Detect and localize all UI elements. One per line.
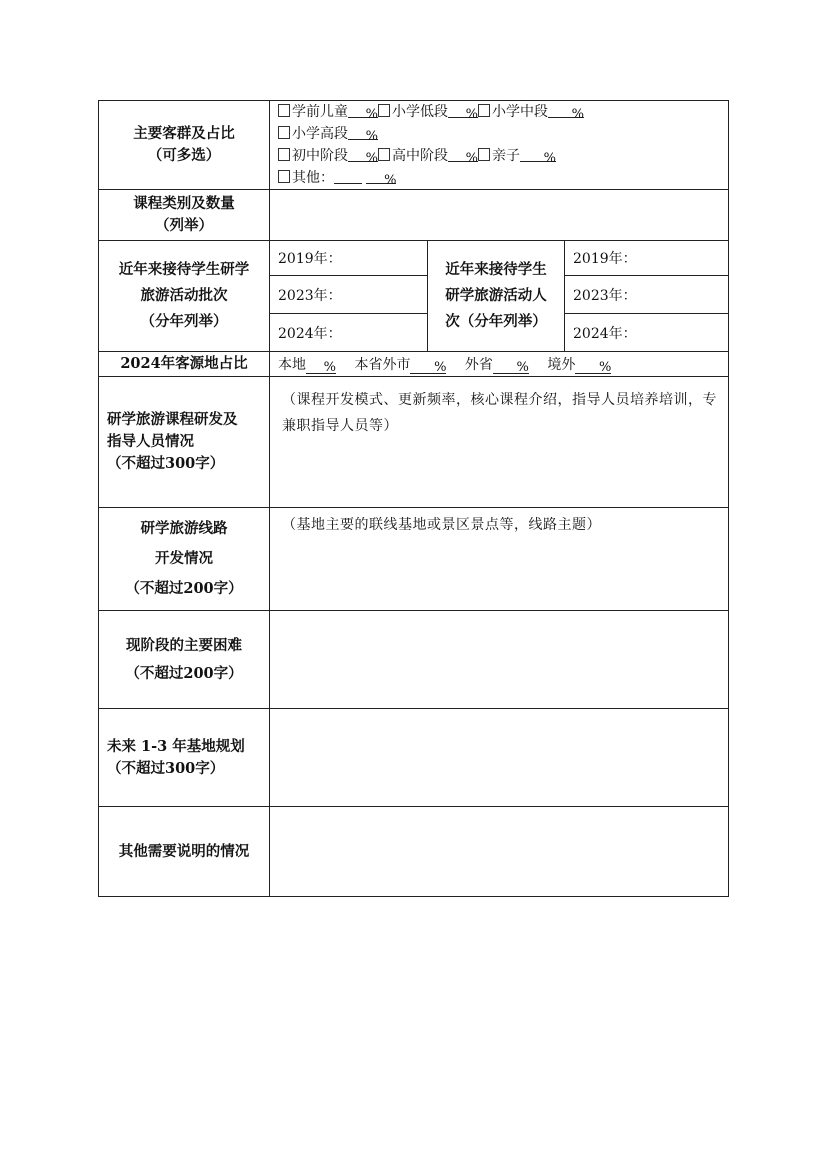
- customer-groups-sublabel: （可多选）: [147, 147, 221, 164]
- plan-input[interactable]: [270, 709, 729, 807]
- source-province: 本省外市 %: [354, 357, 447, 375]
- checkbox-other[interactable]: [278, 170, 290, 183]
- group-line-2: [278, 123, 728, 145]
- batches-2024-field[interactable]: 2024年：: [270, 314, 428, 352]
- dev-label-2: 指导人员情况: [107, 433, 194, 450]
- visitors-2019-field[interactable]: 2019年：: [565, 241, 729, 276]
- row-course-categories: [99, 190, 729, 241]
- group-line-3: [278, 145, 728, 167]
- visitors-2024-field[interactable]: 2024年：: [565, 314, 729, 352]
- route-input[interactable]: （基地主要的联线基地或景区景点等，线路主题）: [270, 508, 729, 611]
- pct-input-preschool[interactable]: %: [348, 103, 378, 118]
- row-customer-groups: [99, 101, 729, 190]
- difficulty-input[interactable]: [270, 611, 729, 709]
- checkbox-primary-low[interactable]: [378, 104, 390, 117]
- pct-input-province[interactable]: %: [410, 359, 446, 374]
- row-difficulties: [99, 611, 729, 709]
- customer-groups-options: [270, 101, 729, 190]
- batches-label-2: 旅游活动批次: [140, 287, 228, 304]
- pct-input-other[interactable]: %: [366, 169, 396, 184]
- source-local: 本地 %: [278, 357, 336, 375]
- difficulty-label: 现阶段的主要困难: [126, 636, 242, 654]
- other-name-input[interactable]: [334, 169, 362, 184]
- option-junior-high: 初中阶段: [292, 148, 348, 164]
- checkbox-senior-high[interactable]: [378, 148, 390, 161]
- customer-groups-label: 主要客群及占比: [133, 125, 235, 142]
- course-input[interactable]: [270, 190, 729, 241]
- checkbox-primary-mid[interactable]: [478, 104, 490, 117]
- course-sublabel: （列举）: [155, 217, 213, 234]
- checkbox-junior-high[interactable]: [278, 148, 290, 161]
- difficulty-sublabel: （不超过200字）: [125, 664, 243, 682]
- pct-input-parent-child[interactable]: %: [520, 147, 556, 162]
- option-other: 其他：: [292, 170, 334, 186]
- course-label-cell: [99, 190, 270, 241]
- checkbox-preschool[interactable]: [278, 104, 290, 117]
- plan-sublabel: （不超过300字）: [107, 759, 225, 777]
- pct-input-junior-high[interactable]: %: [348, 147, 378, 162]
- option-preschool: 学前儿童: [292, 104, 348, 120]
- batches-2023-field[interactable]: 2023年：: [270, 276, 428, 314]
- pct-input-abroad[interactable]: %: [575, 359, 611, 374]
- pct-input-primary-mid[interactable]: %: [548, 103, 584, 118]
- row-source-share: [99, 352, 729, 377]
- group-line-1: [278, 101, 728, 123]
- dev-label: 研学旅游课程研发及: [107, 411, 238, 428]
- option-primary-high: 小学高段: [292, 126, 348, 142]
- source-outside: 外省 %: [464, 357, 529, 375]
- plan-label: 未来 1-3 年基地规划: [107, 737, 245, 755]
- pct-input-local[interactable]: %: [306, 359, 336, 374]
- visitors-label: 近年来接待学生: [445, 261, 547, 278]
- dev-label-cell: [99, 377, 270, 508]
- source-share-fields: [270, 352, 729, 377]
- batches-label: 近年来接待学生研学: [118, 261, 250, 278]
- route-label-2: 开发情况: [155, 550, 213, 567]
- option-primary-mid: 小学中段: [492, 104, 548, 120]
- row-course-development: [99, 377, 729, 508]
- batches-sublabel: （分年列举）: [140, 313, 228, 330]
- row-future-plan: [99, 709, 729, 807]
- customer-groups-label-cell: [99, 101, 270, 190]
- source-abroad: 境外 %: [547, 357, 612, 375]
- batches-2019-field[interactable]: 2019年：: [270, 241, 428, 276]
- visitors-sublabel: 次（分年列举）: [445, 313, 547, 330]
- plan-label-cell: [99, 709, 270, 807]
- other-label: 其他需要说明的情况: [99, 807, 270, 897]
- batches-label-cell: [99, 241, 270, 352]
- route-sublabel: （不超过200字）: [125, 580, 243, 597]
- application-form-table: [98, 100, 729, 897]
- other-input[interactable]: [270, 807, 729, 897]
- visitors-label-cell: [428, 241, 565, 352]
- route-label-cell: [99, 508, 270, 611]
- pct-input-primary-high[interactable]: %: [348, 125, 378, 140]
- row-other: [99, 807, 729, 897]
- dev-input[interactable]: （课程开发模式、更新频率，核心课程介绍，指导人员培养培训，专兼职指导人员等）: [270, 377, 729, 508]
- dev-sublabel: （不超过300字）: [107, 455, 225, 472]
- checkbox-parent-child[interactable]: [478, 148, 490, 161]
- visitors-2023-field[interactable]: 2023年：: [565, 276, 729, 314]
- row-route-development: [99, 508, 729, 611]
- course-label: 课程类别及数量: [133, 195, 235, 212]
- source-label: 2024年客源地占比: [99, 352, 270, 377]
- row-year-2019: [99, 241, 729, 276]
- group-line-4: [278, 167, 728, 189]
- pct-input-senior-high[interactable]: %: [448, 147, 478, 162]
- visitors-label-2: 研学旅游活动人: [445, 287, 547, 304]
- option-senior-high: 高中阶段: [392, 148, 448, 164]
- option-parent-child: 亲子: [492, 148, 520, 164]
- checkbox-primary-high[interactable]: [278, 126, 290, 139]
- pct-input-outside[interactable]: %: [493, 359, 529, 374]
- option-primary-low: 小学低段: [392, 104, 448, 120]
- difficulty-label-cell: [99, 611, 270, 709]
- pct-input-primary-low[interactable]: %: [448, 103, 478, 118]
- route-label: 研学旅游线路: [140, 520, 228, 537]
